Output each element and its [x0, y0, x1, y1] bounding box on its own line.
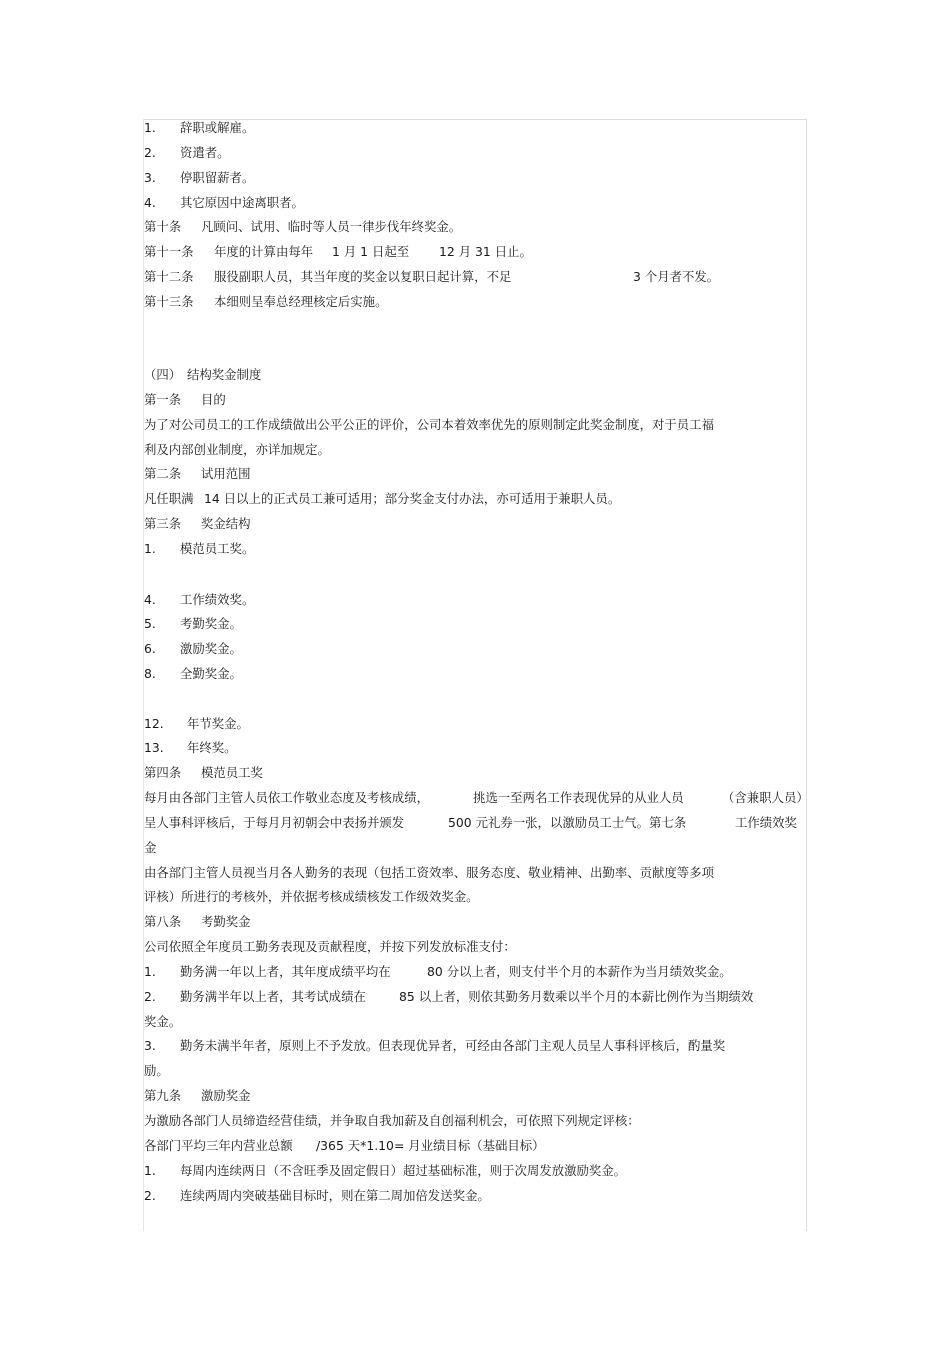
text-segment: 服役副职人员，其当年度的奖金以复职日起计算，不足 — [214, 269, 512, 284]
text-line — [144, 964, 732, 980]
text-segment: 连续两周内突破基础目标时，则在第二周加倍发送奖金。 — [180, 1188, 490, 1203]
text-line — [144, 790, 809, 806]
text-segment: 全勤奖金。 — [180, 666, 242, 681]
text-line — [144, 716, 249, 732]
text-line — [144, 294, 387, 310]
text-segment: 12. — [144, 716, 164, 731]
text-segment: 其它原因中途离职者。 — [180, 195, 304, 210]
text-line — [144, 914, 251, 930]
text-segment: 8. — [144, 666, 156, 681]
text-segment: 1. — [144, 541, 156, 556]
text-segment: 奖金结构 — [201, 516, 251, 531]
text-line — [144, 417, 714, 433]
text-segment: 1. — [144, 964, 156, 979]
text-line — [144, 269, 719, 285]
text-segment: 第十一条 — [144, 244, 194, 259]
text-line — [144, 592, 254, 608]
text-segment: 资遣者。 — [180, 145, 230, 160]
text-segment: 激励奖金。 — [180, 641, 242, 656]
text-segment: 每月由各部门主管人员依工作敬业态度及考核成绩， — [144, 790, 429, 805]
text-segment: 第十二条 — [144, 269, 194, 284]
text-segment: 勤务未满半年者，原则上不予发放。但表现优异者，可经由各部门主观人员呈人事科评核后，酌量奖 — [180, 1038, 726, 1053]
text-segment: 辞职或解雇。 — [180, 120, 255, 135]
text-segment: 勤务满半年以上者，其考试成绩在 — [180, 989, 366, 1004]
text-line — [144, 170, 254, 186]
text-segment: 1. — [144, 1163, 156, 1178]
text-segment: 3 个月者不发。 — [633, 269, 720, 284]
text-segment: 4. — [144, 195, 156, 210]
text-segment: 第二条 — [144, 466, 182, 481]
text-segment: 模范员工奖。 — [180, 541, 255, 556]
text-segment: 各部门平均三年内营业总额 — [144, 1138, 293, 1153]
text-segment: 结构奖金制度 — [187, 367, 262, 382]
text-segment: 考勤奖金。 — [180, 616, 242, 631]
text-segment: 2. — [144, 989, 156, 1004]
text-segment: 每周内连续两日（不含旺季及固定假日）超过基础标准，则于次周发放激励奖金。 — [180, 1163, 627, 1178]
text-segment: （四） — [144, 367, 182, 382]
text-segment: 挑选一至两名工作表现优异的从业人员 — [473, 790, 684, 805]
text-line — [144, 865, 714, 881]
text-segment: 目的 — [201, 392, 226, 407]
text-line — [144, 145, 230, 161]
text-line — [144, 367, 261, 383]
text-segment: 考勤奖金 — [201, 914, 251, 929]
text-segment: 呈人事科评核后，于每月月初朝会中表扬并颁发 — [144, 815, 405, 830]
text-line — [144, 442, 330, 458]
text-segment: 第一条 — [144, 392, 182, 407]
text-segment: 激励奖金 — [201, 1088, 251, 1103]
text-line — [144, 840, 156, 856]
text-line — [144, 939, 516, 955]
text-segment: 1 月 1 日起至 — [332, 244, 410, 259]
text-segment: 公司依照全年度员工勤务表现及贡献程度，并按下列发放标准支付： — [144, 939, 516, 954]
text-segment: 13. — [144, 740, 164, 755]
text-segment: 2. — [144, 145, 156, 160]
text-segment: 停职留薪者。 — [180, 170, 255, 185]
text-segment: 12 月 31 日止。 — [439, 244, 532, 259]
text-segment: 试用范围 — [201, 466, 251, 481]
text-segment: 85 以上者，则依其勤务月数乘以半个月的本薪比例作为当期绩效 — [399, 989, 754, 1004]
text-segment: 为了对公司员工的工作成绩做出公平公正的评价，公司本着效率优先的原则制定此奖金制度，对于员工福 — [144, 417, 714, 432]
text-line — [144, 120, 254, 136]
text-segment: 第四条 — [144, 765, 182, 780]
text-segment: 第九条 — [144, 1088, 182, 1103]
text-segment: 勤务满一年以上者，其年度成绩平均在 — [180, 964, 391, 979]
text-line — [144, 765, 263, 781]
text-segment: 14 日以上的正式员工兼可适用；部分奖金支付办法，亦可适用于兼职人员。 — [204, 491, 621, 506]
text-line — [144, 244, 532, 260]
text-line — [144, 541, 254, 557]
text-segment: 1. — [144, 120, 156, 135]
text-line — [144, 616, 242, 632]
text-segment: 第十条 — [144, 219, 182, 234]
text-line — [144, 1163, 626, 1179]
text-line — [144, 740, 237, 756]
text-segment: 6. — [144, 641, 156, 656]
text-segment: 奖金。 — [144, 1014, 182, 1029]
text-line — [144, 1063, 169, 1079]
text-segment: 工作绩效奖。 — [180, 592, 255, 607]
text-segment: 模范员工奖 — [201, 765, 263, 780]
text-line — [144, 219, 461, 235]
text-line — [144, 491, 620, 507]
text-line — [144, 1113, 640, 1129]
text-line — [144, 392, 226, 408]
text-line — [144, 516, 251, 532]
text-line — [144, 1188, 490, 1204]
text-segment: 年终奖。 — [187, 740, 237, 755]
text-line — [144, 889, 479, 905]
text-segment: 第三条 — [144, 516, 182, 531]
text-segment: 500 元礼券一张，以激励员工士气。第七条 — [448, 815, 687, 830]
text-segment: 年节奖金。 — [187, 716, 249, 731]
text-line — [144, 1088, 251, 1104]
text-segment: 2. — [144, 1188, 156, 1203]
text-segment: 励。 — [144, 1063, 169, 1078]
text-line — [144, 666, 242, 682]
text-line — [144, 1038, 725, 1054]
text-segment: 由各部门主管人员视当月各人勤务的表现（包括工资效率、服务态度、敬业精神、出勤率、贡献度等多项 — [144, 865, 714, 880]
text-segment: 第十三条 — [144, 294, 194, 309]
text-segment: 金 — [144, 840, 157, 855]
text-segment: 凡任职满 — [144, 491, 194, 506]
page-frame-right — [806, 119, 807, 1231]
text-line — [144, 1014, 181, 1030]
text-segment: 为激励各部门人员缔造经营佳绩，并争取自我加薪及自创福利机会，可依照下列规定评核： — [144, 1113, 640, 1128]
text-segment: 80 分以上者，则支付半个月的本薪作为当月绩效奖金。 — [427, 964, 732, 979]
text-segment: 5. — [144, 616, 156, 631]
text-segment: 工作绩效奖 — [735, 815, 797, 830]
text-segment: 4. — [144, 592, 156, 607]
text-segment: 第八条 — [144, 914, 182, 929]
text-segment: （含兼职人员） — [722, 790, 809, 805]
text-line — [144, 815, 797, 831]
text-line — [144, 641, 242, 657]
text-segment: 3. — [144, 170, 156, 185]
text-segment: 本细则呈奉总经理核定后实施。 — [214, 294, 388, 309]
text-segment: 年度的计算由每年 — [214, 244, 314, 259]
text-segment: 3. — [144, 1038, 156, 1053]
text-line — [144, 1138, 545, 1154]
text-segment: 利及内部创业制度，亦详加规定。 — [144, 442, 330, 457]
text-segment: /365 天*1.10= 月业绩目标（基础目标） — [316, 1138, 545, 1153]
text-line — [144, 466, 251, 482]
text-segment: 凡顾问、试用、临时等人员一律步伐年终奖金。 — [201, 219, 462, 234]
text-line — [144, 989, 753, 1005]
text-segment: 评核）所进行的考核外，并依据考核成绩核发工作级效奖金。 — [144, 889, 479, 904]
text-line — [144, 195, 304, 211]
